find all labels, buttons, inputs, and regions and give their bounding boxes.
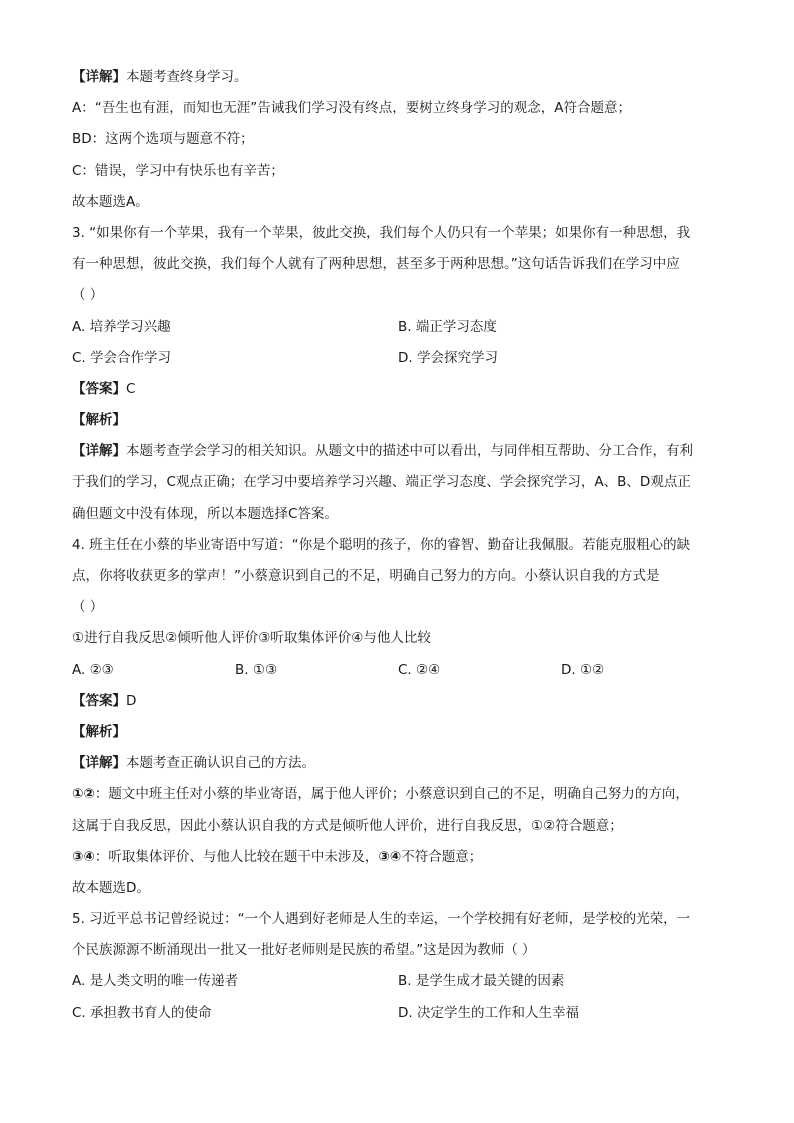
q4-detail-12-text: ：题文中班主任对小蔡的毕业寄语，属于他人评价；小蔡意识到自己的不足，明确自己努力的方向，	[94, 786, 689, 803]
q4-detail-12-line-1	[72, 779, 724, 810]
q4-option-a: A. ②③	[72, 661, 114, 678]
q3-option-c: C. 学会合作学习	[72, 349, 172, 366]
q5-stem-line-1: 5. 习近平总书记曾经说过：“一个人遇到好老师是人生的幸运，一个学校拥有好老师，是学校的光荣，一	[72, 911, 691, 928]
q4-detail-text: 本题考查正确认识自己的方法。	[126, 755, 315, 772]
q4-choices: ①进行自我反思②倾听他人评价③听取集体评价④与他人比较	[72, 630, 431, 647]
q3-analysis-tag: 【解析】	[72, 412, 126, 429]
q4-detail-34-mark: ③④	[72, 848, 95, 865]
q4-detail-34-mark-2: ③④	[378, 848, 402, 865]
q4-answer-tag: 【答案】	[72, 692, 126, 709]
q3-detail-line-3: 确但题文中没有体现，所以本题选择C答案。	[72, 505, 338, 522]
q5-option-a: A. 是人类文明的唯一传递者	[72, 973, 239, 990]
q4-detail-line	[72, 748, 724, 779]
q5-option-c: C. 承担教书育人的使命	[72, 1004, 212, 1021]
q2-option-a-analysis: A：“吾生也有涯，而知也无涯”告诫我们学习没有终点，要树立终身学习的观念，A符合题意；	[72, 100, 631, 117]
q2-detail-tag: 【详解】	[72, 69, 126, 85]
q5-option-d: D. 决定学生的工作和人生幸福	[398, 1004, 579, 1021]
q2-conclusion: 故本题选A。	[72, 193, 149, 210]
q4-option-d: D. ①②	[561, 661, 605, 678]
q3-stem-line-2: 有一种思想，彼此交换，我们每个人就有了两种思想，甚至多于两种思想。”这句话告诉我们在学习中应	[72, 256, 680, 273]
q4-answer	[72, 686, 724, 717]
q3-option-b: B. 端正学习态度	[398, 318, 497, 335]
q4-stem-line-1: 4. 班主任在小蔡的毕业寄语中写道：“你是个聪明的孩子，你的睿智、勤奋让我佩服。若能克服粗心的缺	[72, 536, 691, 553]
q4-analysis-tag: 【解析】	[72, 723, 126, 740]
q3-detail-line-1	[72, 436, 724, 467]
q2-detail-line	[72, 62, 724, 93]
q4-option-b: B. ①③	[235, 661, 278, 678]
q5-stem-line-2: 个民族源源不断涌现出一批又一批好老师则是民族的希望。”这是因为教师（ ）	[72, 942, 536, 959]
q2-option-c-analysis: C：错误，学习中有快乐也有辛苦；	[72, 162, 284, 179]
q5-option-b: B. 是学生成才最关键的因素	[398, 973, 565, 990]
document-page	[72, 62, 724, 1029]
q4-detail-12-mark: ①②	[72, 786, 95, 803]
q3-options-row-1	[72, 312, 724, 343]
q4-analysis	[72, 717, 724, 748]
q4-conclusion: 故本题选D。	[72, 879, 150, 896]
q3-answer-value: C	[126, 380, 136, 397]
q3-answer-tag: 【答案】	[72, 380, 126, 397]
q3-blank: （ ）	[72, 287, 104, 304]
q3-option-a: A. 培养学习兴趣	[72, 318, 171, 335]
q3-stem-line-1: 3. “如果你有一个苹果，我有一个苹果，彼此交换，我们每个人仍只有一个苹果；如果你有一种思想，我	[72, 224, 691, 241]
q3-detail-text-1: 本题考查学会学习的相关知识。从题文中的描述中可以看出，与同伴相互帮助、分工合作，有利	[126, 443, 693, 460]
q2-detail-text: 本题考查终身学习。	[126, 69, 248, 85]
q3-detail-line-2: 于我们的学习，C观点正确；在学习中要培养学习兴趣、端正学习态度、学会探究学习，A、B、D观点正	[72, 474, 691, 491]
q3-analysis	[72, 405, 724, 436]
q4-detail-tag: 【详解】	[72, 755, 126, 772]
q4-blank: （ ）	[72, 599, 104, 616]
q3-answer	[72, 374, 724, 405]
q4-stem-line-2: 点，你将收获更多的掌声！”小蔡意识到自己的不足，明确自己努力的方向。小蔡认识自我的方式是	[72, 568, 660, 584]
q4-options-row	[72, 655, 724, 686]
q4-detail-12-line-2: 这属于自我反思，因此小蔡认识自我的方式是倾听他人评价，进行自我反思，①②符合题意；	[72, 817, 623, 834]
q3-detail-tag: 【详解】	[72, 443, 126, 460]
q5-options-row-2	[72, 998, 724, 1029]
q3-options-row-2	[72, 343, 724, 374]
q2-option-bd-analysis: BD：这两个选项与题意不符；	[72, 131, 254, 148]
q4-detail-34-line	[72, 842, 724, 873]
q4-detail-34-text: ：听取集体评价、与他人比较在题干中未涉及，	[94, 848, 379, 865]
q3-option-d: D. 学会探究学习	[398, 349, 498, 366]
q4-option-c: C. ②④	[398, 661, 441, 678]
q5-options-row-1	[72, 966, 724, 997]
q4-answer-value: D	[126, 692, 137, 709]
q4-detail-34-end: 不符合题意；	[401, 848, 483, 865]
